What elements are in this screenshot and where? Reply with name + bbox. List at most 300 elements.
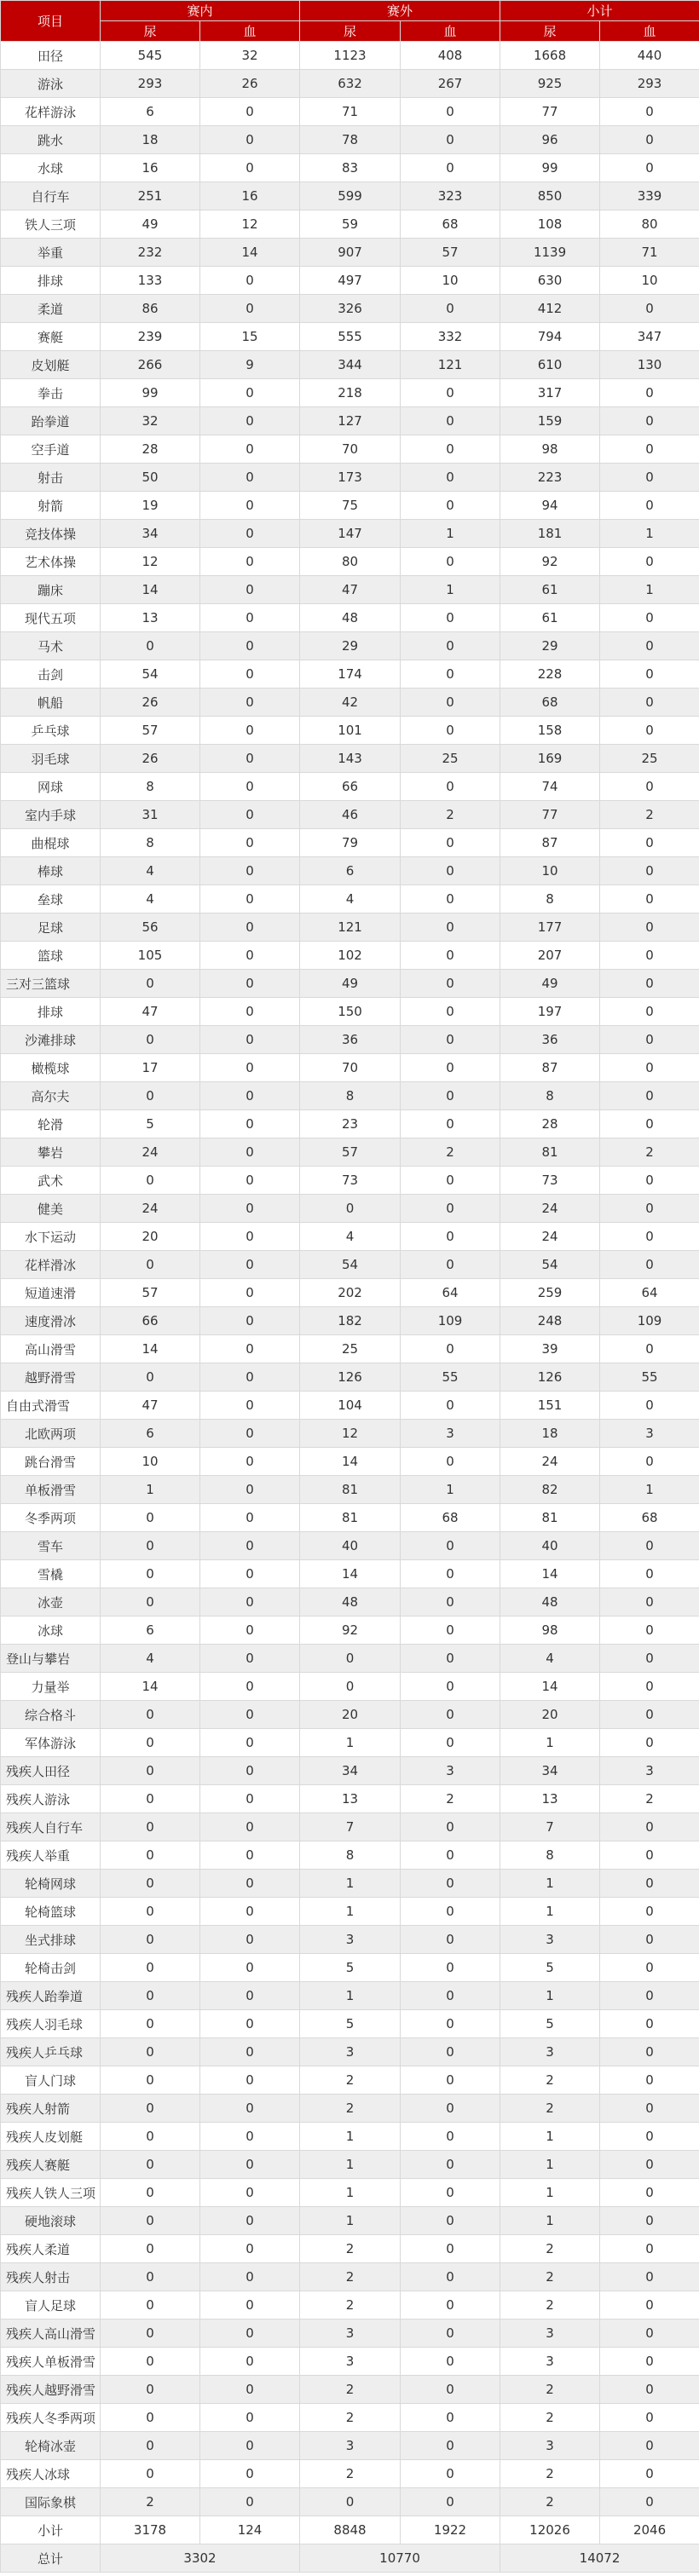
table-cell: 54 <box>101 660 200 689</box>
table-cell: 0 <box>200 2010 300 2038</box>
table-cell: 5 <box>500 2010 600 2038</box>
table-cell: 0 <box>401 1195 500 1223</box>
table-row <box>1 2235 699 2263</box>
table-cell: 1 <box>500 2151 600 2179</box>
table-cell: 18 <box>500 1420 600 1448</box>
table-cell: 0 <box>101 1026 200 1054</box>
table-cell: 1 <box>101 1476 200 1504</box>
table-cell: 0 <box>200 1392 300 1420</box>
sport-name: 冰壶 <box>1 1588 101 1616</box>
table-row <box>1 2038 699 2066</box>
table-cell: 0 <box>101 1082 200 1110</box>
table-cell: 3 <box>600 1757 699 1785</box>
sport-name: 轮滑 <box>1 1110 101 1138</box>
table-row <box>1 98 699 126</box>
sport-name: 雪橇 <box>1 1560 101 1588</box>
table-cell: 75 <box>300 492 401 520</box>
table-cell: 0 <box>401 2095 500 2123</box>
table-cell: 0 <box>401 407 500 435</box>
sport-name: 武术 <box>1 1167 101 1195</box>
table-cell: 332 <box>401 323 500 351</box>
sport-name: 铁人三项 <box>1 210 101 239</box>
table-cell: 0 <box>200 689 300 717</box>
sport-name: 残疾人柔道 <box>1 2235 101 2263</box>
table-cell: 143 <box>300 745 401 773</box>
sport-name: 沙滩排球 <box>1 1026 101 1054</box>
table-cell: 1 <box>600 1476 699 1504</box>
table-cell: 181 <box>500 520 600 548</box>
table-cell: 0 <box>401 1898 500 1926</box>
table-cell: 0 <box>401 2488 500 2516</box>
table-cell: 0 <box>200 801 300 829</box>
table-cell: 0 <box>401 2263 500 2291</box>
table-cell: 130 <box>600 351 699 379</box>
table-cell: 55 <box>600 1363 699 1392</box>
table-row <box>1 492 699 520</box>
sport-name: 轮椅冰壶 <box>1 2432 101 2460</box>
table-cell: 0 <box>600 1645 699 1673</box>
table-cell: 0 <box>401 2291 500 2320</box>
table-row <box>1 154 699 182</box>
table-row <box>1 1588 699 1616</box>
table-cell: 0 <box>200 773 300 801</box>
table-cell: 0 <box>401 379 500 407</box>
table-cell: 82 <box>500 1476 600 1504</box>
table-cell: 57 <box>401 239 500 267</box>
sport-name: 国际象棋 <box>1 2488 101 2516</box>
table-cell: 2 <box>500 2263 600 2291</box>
table-row <box>1 1785 699 1813</box>
table-cell: 2 <box>401 801 500 829</box>
table-cell: 12 <box>200 210 300 239</box>
table-cell: 0 <box>101 632 200 660</box>
sport-name: 残疾人皮划艇 <box>1 2123 101 2151</box>
table-cell: 126 <box>500 1363 600 1392</box>
table-cell: 0 <box>401 295 500 323</box>
table-cell: 0 <box>600 1026 699 1054</box>
table-row <box>1 717 699 745</box>
table-cell: 0 <box>600 913 699 942</box>
table-row <box>1 1476 699 1504</box>
sport-name: 残疾人铁人三项 <box>1 2179 101 2207</box>
table-cell: 0 <box>401 2348 500 2376</box>
table-cell: 4 <box>101 1645 200 1673</box>
table-cell: 0 <box>200 267 300 295</box>
table-cell: 0 <box>101 1363 200 1392</box>
table-cell: 68 <box>500 689 600 717</box>
table-cell: 0 <box>200 1560 300 1588</box>
table-cell: 0 <box>101 1701 200 1729</box>
sport-name: 蹦床 <box>1 576 101 604</box>
table-cell: 29 <box>300 632 401 660</box>
table-row <box>1 2010 699 2038</box>
table-cell: 0 <box>401 1335 500 1363</box>
table-cell: 0 <box>600 435 699 464</box>
sport-name: 残疾人单板滑雪 <box>1 2348 101 2376</box>
sport-name: 赛艇 <box>1 323 101 351</box>
table-cell: 2 <box>500 2404 600 2432</box>
table-cell: 2 <box>300 2404 401 2432</box>
table-cell: 56 <box>101 913 200 942</box>
table-cell: 8 <box>300 1082 401 1110</box>
table-cell: 77 <box>500 801 600 829</box>
table-cell: 1 <box>300 1898 401 1926</box>
table-cell: 0 <box>300 2488 401 2516</box>
table-cell: 23 <box>300 1110 401 1138</box>
sport-name: 竞技体操 <box>1 520 101 548</box>
table-cell: 0 <box>600 2179 699 2207</box>
table-cell: 24 <box>101 1195 200 1223</box>
table-cell: 0 <box>401 2235 500 2263</box>
table-cell: 0 <box>200 435 300 464</box>
table-cell: 0 <box>200 1645 300 1673</box>
table-cell: 0 <box>200 1110 300 1138</box>
table-row <box>1 2404 699 2432</box>
table-cell: 0 <box>600 492 699 520</box>
table-cell: 81 <box>300 1476 401 1504</box>
table-cell: 0 <box>401 1082 500 1110</box>
table-cell: 0 <box>401 604 500 632</box>
table-cell: 0 <box>600 2151 699 2179</box>
table-cell: 2 <box>300 2376 401 2404</box>
sport-name: 棒球 <box>1 857 101 885</box>
table-cell: 2 <box>401 1138 500 1167</box>
table-cell: 92 <box>500 548 600 576</box>
table-cell: 2 <box>600 801 699 829</box>
table-cell: 0 <box>401 689 500 717</box>
table-cell: 0 <box>401 2320 500 2348</box>
table-row <box>1 182 699 210</box>
table-cell: 3 <box>500 1926 600 1954</box>
table-cell: 2 <box>500 2095 600 2123</box>
table-cell: 0 <box>401 2404 500 2432</box>
table-cell: 0 <box>600 1701 699 1729</box>
table-row <box>1 1223 699 1251</box>
table-cell: 0 <box>101 2123 200 2151</box>
table-cell: 16 <box>200 182 300 210</box>
table-row <box>1 42 699 70</box>
table-cell: 0 <box>401 1813 500 1841</box>
table-cell: 0 <box>200 913 300 942</box>
table-cell: 0 <box>200 1532 300 1560</box>
table-cell: 46 <box>300 801 401 829</box>
table-row <box>1 267 699 295</box>
table-cell: 0 <box>200 717 300 745</box>
sport-name: 自行车 <box>1 182 101 210</box>
table-cell: 0 <box>600 2010 699 2038</box>
sport-name: 跳水 <box>1 126 101 154</box>
total-row <box>1 2544 699 2573</box>
sport-name: 健美 <box>1 1195 101 1223</box>
table-cell: 4 <box>300 1223 401 1251</box>
table-cell: 12 <box>101 548 200 576</box>
table-cell: 0 <box>401 970 500 998</box>
table-cell: 0 <box>600 942 699 970</box>
table-cell: 3 <box>500 2432 600 2460</box>
table-row <box>1 351 699 379</box>
table-cell: 1123 <box>300 42 401 70</box>
table-cell: 0 <box>600 1054 699 1082</box>
table-cell: 109 <box>401 1307 500 1335</box>
sport-name: 排球 <box>1 267 101 295</box>
table-cell: 0 <box>101 1982 200 2010</box>
table-cell: 0 <box>600 98 699 126</box>
table-cell: 1 <box>401 576 500 604</box>
table-cell: 0 <box>600 970 699 998</box>
table-cell: 0 <box>401 2376 500 2404</box>
table-cell: 0 <box>200 885 300 913</box>
subtotal-cell: 12026 <box>500 2516 600 2544</box>
table-cell: 0 <box>101 1729 200 1757</box>
table-cell: 0 <box>401 1870 500 1898</box>
table-cell: 0 <box>200 379 300 407</box>
table-cell: 0 <box>200 1870 300 1898</box>
table-cell: 0 <box>200 970 300 998</box>
table-cell: 99 <box>500 154 600 182</box>
table-cell: 54 <box>500 1251 600 1279</box>
table-cell: 25 <box>401 745 500 773</box>
sport-name: 拳击 <box>1 379 101 407</box>
table-row <box>1 1279 699 1307</box>
table-cell: 105 <box>101 942 200 970</box>
table-cell: 0 <box>600 2207 699 2235</box>
table-cell: 0 <box>600 2488 699 2516</box>
table-row <box>1 379 699 407</box>
table-cell: 0 <box>600 1729 699 1757</box>
sport-name: 轮椅篮球 <box>1 1898 101 1926</box>
table-cell: 907 <box>300 239 401 267</box>
table-cell: 632 <box>300 70 401 98</box>
table-cell: 1 <box>401 1476 500 1504</box>
table-cell: 326 <box>300 295 401 323</box>
sport-name: 田径 <box>1 42 101 70</box>
table-cell: 0 <box>101 2066 200 2095</box>
table-cell: 0 <box>401 1392 500 1420</box>
table-cell: 0 <box>300 1195 401 1223</box>
sport-name: 帆船 <box>1 689 101 717</box>
sport-name: 举重 <box>1 239 101 267</box>
sport-name: 硬地滚球 <box>1 2207 101 2235</box>
table-cell: 99 <box>101 379 200 407</box>
table-row <box>1 1504 699 1532</box>
table-cell: 64 <box>401 1279 500 1307</box>
table-cell: 0 <box>300 1645 401 1673</box>
table-cell: 13 <box>300 1785 401 1813</box>
table-cell: 26 <box>101 745 200 773</box>
subtotal-cell: 8848 <box>300 2516 401 2544</box>
sport-name: 军体游泳 <box>1 1729 101 1757</box>
table-cell: 0 <box>101 2038 200 2066</box>
table-cell: 16 <box>101 154 200 182</box>
table-cell: 0 <box>600 1813 699 1841</box>
table-cell: 1 <box>500 2179 600 2207</box>
table-cell: 0 <box>101 1926 200 1954</box>
sport-name: 残疾人跆拳道 <box>1 1982 101 2010</box>
table-cell: 5 <box>300 2010 401 2038</box>
table-cell: 0 <box>600 379 699 407</box>
table-cell: 66 <box>101 1307 200 1335</box>
header-group-out-of-competition: 赛外 <box>300 1 500 21</box>
table-cell: 32 <box>200 42 300 70</box>
table-row <box>1 1645 699 1673</box>
table-cell: 0 <box>600 1673 699 1701</box>
table-row <box>1 407 699 435</box>
table-cell: 497 <box>300 267 401 295</box>
table-cell: 0 <box>200 1138 300 1167</box>
table-row <box>1 689 699 717</box>
table-cell: 14 <box>500 1560 600 1588</box>
table-cell: 0 <box>101 1785 200 1813</box>
table-cell: 1 <box>300 2207 401 2235</box>
table-cell: 0 <box>101 2460 200 2488</box>
table-cell: 0 <box>401 1223 500 1251</box>
total-overall: 14072 <box>500 2544 699 2573</box>
table-cell: 0 <box>200 604 300 632</box>
table-cell: 8 <box>500 1841 600 1870</box>
table-cell: 0 <box>600 154 699 182</box>
table-cell: 0 <box>401 998 500 1026</box>
table-cell: 0 <box>200 1026 300 1054</box>
table-cell: 0 <box>401 1532 500 1560</box>
sport-name: 篮球 <box>1 942 101 970</box>
header-group-in-competition: 赛内 <box>101 1 300 21</box>
table-cell: 1 <box>600 520 699 548</box>
header-sub-urine: 尿 <box>300 21 401 42</box>
table-row <box>1 1082 699 1110</box>
table-cell: 0 <box>401 1841 500 1870</box>
table-cell: 0 <box>600 2066 699 2095</box>
header-sub-blood: 血 <box>401 21 500 42</box>
table-cell: 20 <box>101 1223 200 1251</box>
table-cell: 0 <box>600 717 699 745</box>
table-cell: 0 <box>200 520 300 548</box>
table-cell: 20 <box>300 1701 401 1729</box>
table-cell: 80 <box>600 210 699 239</box>
table-cell: 2 <box>401 1785 500 1813</box>
table-cell: 0 <box>401 885 500 913</box>
sport-name: 残疾人高山滑雪 <box>1 2320 101 2348</box>
table-cell: 0 <box>600 1082 699 1110</box>
table-cell: 0 <box>200 1616 300 1645</box>
table-cell: 0 <box>401 126 500 154</box>
table-cell: 28 <box>500 1110 600 1138</box>
sport-name: 柔道 <box>1 295 101 323</box>
sport-name: 三对三篮球 <box>1 970 101 998</box>
sport-name: 马术 <box>1 632 101 660</box>
table-cell: 0 <box>600 1982 699 2010</box>
sport-name: 盲人门球 <box>1 2066 101 2095</box>
table-cell: 1139 <box>500 239 600 267</box>
table-cell: 0 <box>200 464 300 492</box>
table-cell: 59 <box>300 210 401 239</box>
table-cell: 5 <box>101 1110 200 1138</box>
header-sub-blood: 血 <box>200 21 300 42</box>
table-cell: 202 <box>300 1279 401 1307</box>
table-cell: 0 <box>200 2235 300 2263</box>
table-cell: 0 <box>401 492 500 520</box>
table-cell: 1 <box>500 1870 600 1898</box>
table-cell: 0 <box>200 2348 300 2376</box>
table-cell: 3 <box>500 2038 600 2066</box>
table-cell: 8 <box>300 1841 401 1870</box>
table-cell: 0 <box>200 1982 300 2010</box>
sport-name: 残疾人冰球 <box>1 2460 101 2488</box>
sport-name: 射箭 <box>1 492 101 520</box>
table-row <box>1 1363 699 1392</box>
table-cell: 3 <box>500 2348 600 2376</box>
table-cell: 0 <box>200 1363 300 1392</box>
table-cell: 2 <box>500 2235 600 2263</box>
table-cell: 0 <box>101 1898 200 1926</box>
sport-name: 橄榄球 <box>1 1054 101 1082</box>
table-cell: 0 <box>200 2179 300 2207</box>
sport-name: 单板滑雪 <box>1 1476 101 1504</box>
table-row <box>1 970 699 998</box>
table-cell: 57 <box>101 1279 200 1307</box>
sport-name: 冬季两项 <box>1 1504 101 1532</box>
table-cell: 9 <box>200 351 300 379</box>
table-cell: 0 <box>200 2432 300 2460</box>
table-cell: 0 <box>200 1420 300 1448</box>
table-cell: 0 <box>200 492 300 520</box>
table-cell: 0 <box>401 913 500 942</box>
sport-name: 乒乓球 <box>1 717 101 745</box>
table-row <box>1 2207 699 2235</box>
table-cell: 10 <box>600 267 699 295</box>
table-cell: 0 <box>401 1926 500 1954</box>
table-cell: 10 <box>101 1448 200 1476</box>
table-cell: 126 <box>300 1363 401 1392</box>
sport-name: 残疾人越野滑雪 <box>1 2376 101 2404</box>
table-cell: 0 <box>401 1954 500 1982</box>
table-cell: 0 <box>101 1504 200 1532</box>
table-cell: 293 <box>600 70 699 98</box>
table-cell: 0 <box>200 407 300 435</box>
table-cell: 0 <box>200 576 300 604</box>
sport-name: 艺术体操 <box>1 548 101 576</box>
table-cell: 0 <box>600 1335 699 1363</box>
table-cell: 10 <box>401 267 500 295</box>
table-row <box>1 1195 699 1223</box>
table-cell: 0 <box>600 1954 699 1982</box>
table-row <box>1 548 699 576</box>
table-cell: 0 <box>200 998 300 1026</box>
table-cell: 0 <box>200 98 300 126</box>
table-cell: 0 <box>600 1448 699 1476</box>
table-cell: 0 <box>101 1251 200 1279</box>
table-row <box>1 2376 699 2404</box>
table-cell: 0 <box>101 2376 200 2404</box>
sport-name: 登山与攀岩 <box>1 1645 101 1673</box>
table-cell: 182 <box>300 1307 401 1335</box>
table-cell: 133 <box>101 267 200 295</box>
table-cell: 48 <box>300 604 401 632</box>
sport-name: 垒球 <box>1 885 101 913</box>
table-cell: 47 <box>101 1392 200 1420</box>
sport-name: 网球 <box>1 773 101 801</box>
table-cell: 0 <box>401 435 500 464</box>
table-cell: 14 <box>101 1335 200 1363</box>
subtotal-row <box>1 2516 699 2544</box>
table-cell: 0 <box>600 885 699 913</box>
table-row <box>1 295 699 323</box>
table-row <box>1 942 699 970</box>
table-cell: 0 <box>401 2207 500 2235</box>
table-cell: 599 <box>300 182 401 210</box>
table-cell: 0 <box>200 1448 300 1476</box>
table-cell: 0 <box>200 1954 300 1982</box>
sport-name: 北欧两项 <box>1 1420 101 1448</box>
